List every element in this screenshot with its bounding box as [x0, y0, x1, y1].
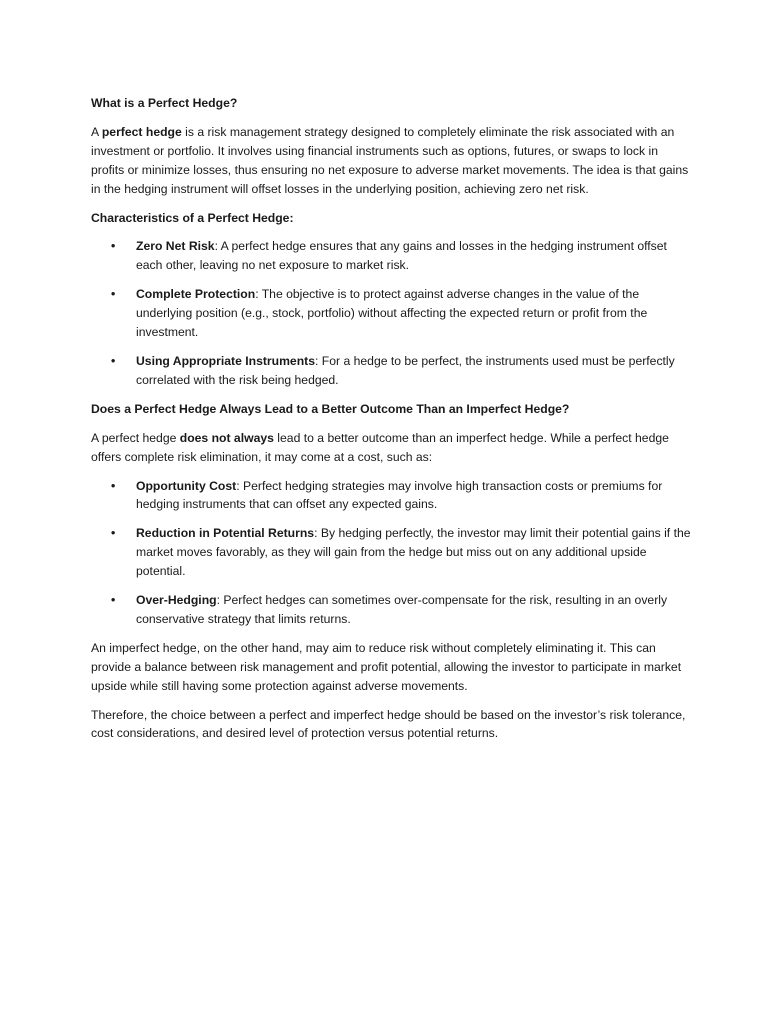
list-item — [91, 285, 691, 342]
answer-bold: does not always — [179, 430, 274, 445]
list-item-term: Opportunity Cost — [136, 478, 237, 493]
costs-list — [91, 477, 691, 629]
list-item-text: : The objective is to protect against adverse changes in the value of the underlying position (e.g., stock, portfolio) without affecting the expected return or profit from the investment. — [136, 287, 648, 340]
bullet-icon: • — [111, 353, 116, 368]
characteristics-list — [91, 237, 691, 389]
bullet-icon: • — [111, 478, 116, 493]
list-item-text: : Perfect hedging strategies may involve high transaction costs or premiums for hedging instruments that can offset any expected gains. — [136, 478, 663, 512]
list-item-term: Using Appropriate Instruments — [136, 353, 315, 368]
heading-what-is-perfect-hedge: What is a Perfect Hedge? — [91, 96, 238, 110]
list-item-text: : For a hedge to be perfect, the instruments used must be perfectly correlated with the risk being hedged. — [136, 353, 675, 387]
bullet-icon: • — [111, 526, 116, 541]
answer-post: lead to a better outcome than an imperfect hedge. While a perfect hedge offers complete risk elimination, it may come at a cost, such as: — [91, 430, 669, 464]
document-page — [91, 94, 691, 753]
list-item-text: : Perfect hedges can sometimes over-compensate for the risk, resulting in an overly conservative strategy that limits returns. — [136, 593, 668, 626]
conclusion-paragraph: Therefore, the choice between a perfect and imperfect hedge should be based on the investor’s risk tolerance, cost considerations, and desired level of protection versus potential returns. — [91, 707, 686, 741]
list-item-text: : By hedging perfectly, the investor may limit their potential gains if the market moves favorably, as they will gain from the hedge but miss out on any additional upside potential. — [136, 526, 691, 579]
intro-pre: A — [91, 124, 102, 139]
bullet-icon: • — [111, 239, 116, 254]
imperfect-hedge-paragraph: An imperfect hedge, on the other hand, may aim to reduce risk without completely eliminating it. This can provide a balance between risk management and profit potential, allowing the investor to participate in market upside while still having some protection against adverse movements. — [91, 640, 682, 693]
bullet-icon: • — [111, 593, 116, 608]
list-item-term: Over-Hedging — [136, 593, 217, 608]
heading-question: Does a Perfect Hedge Always Lead to a Better Outcome Than an Imperfect Hedge? — [91, 401, 570, 416]
intro-paragraph — [91, 123, 691, 199]
answer-paragraph — [91, 429, 691, 467]
intro-bold-term: perfect hedge — [101, 124, 182, 139]
list-item — [91, 237, 691, 275]
intro-post: is a risk management strategy designed to completely eliminate the risk associated with an investment or portfolio. It involves using financial instruments such as options, futures, or swaps to lock in profits or minimize losses, thus ensuring no net exposure to adverse market movements. The idea is that gains in the hedging instrument will offset losses in the underlying position, achieving zero net risk. — [91, 124, 689, 196]
heading-characteristics: Characteristics of a Perfect Hedge: — [91, 210, 294, 225]
list-item-term: Reduction in Potential Returns — [136, 526, 315, 541]
list-item — [91, 477, 691, 515]
list-item-term: Zero Net Risk — [136, 239, 215, 254]
list-item — [91, 524, 691, 581]
list-item-term: Complete Protection — [136, 287, 256, 302]
bullet-icon: • — [111, 287, 116, 302]
answer-pre: A perfect hedge — [91, 430, 180, 445]
list-item — [91, 591, 691, 629]
list-item — [91, 352, 691, 390]
list-item-text: : A perfect hedge ensures that any gains and losses in the hedging instrument offset each other, leaving no net exposure to market risk. — [136, 239, 667, 273]
